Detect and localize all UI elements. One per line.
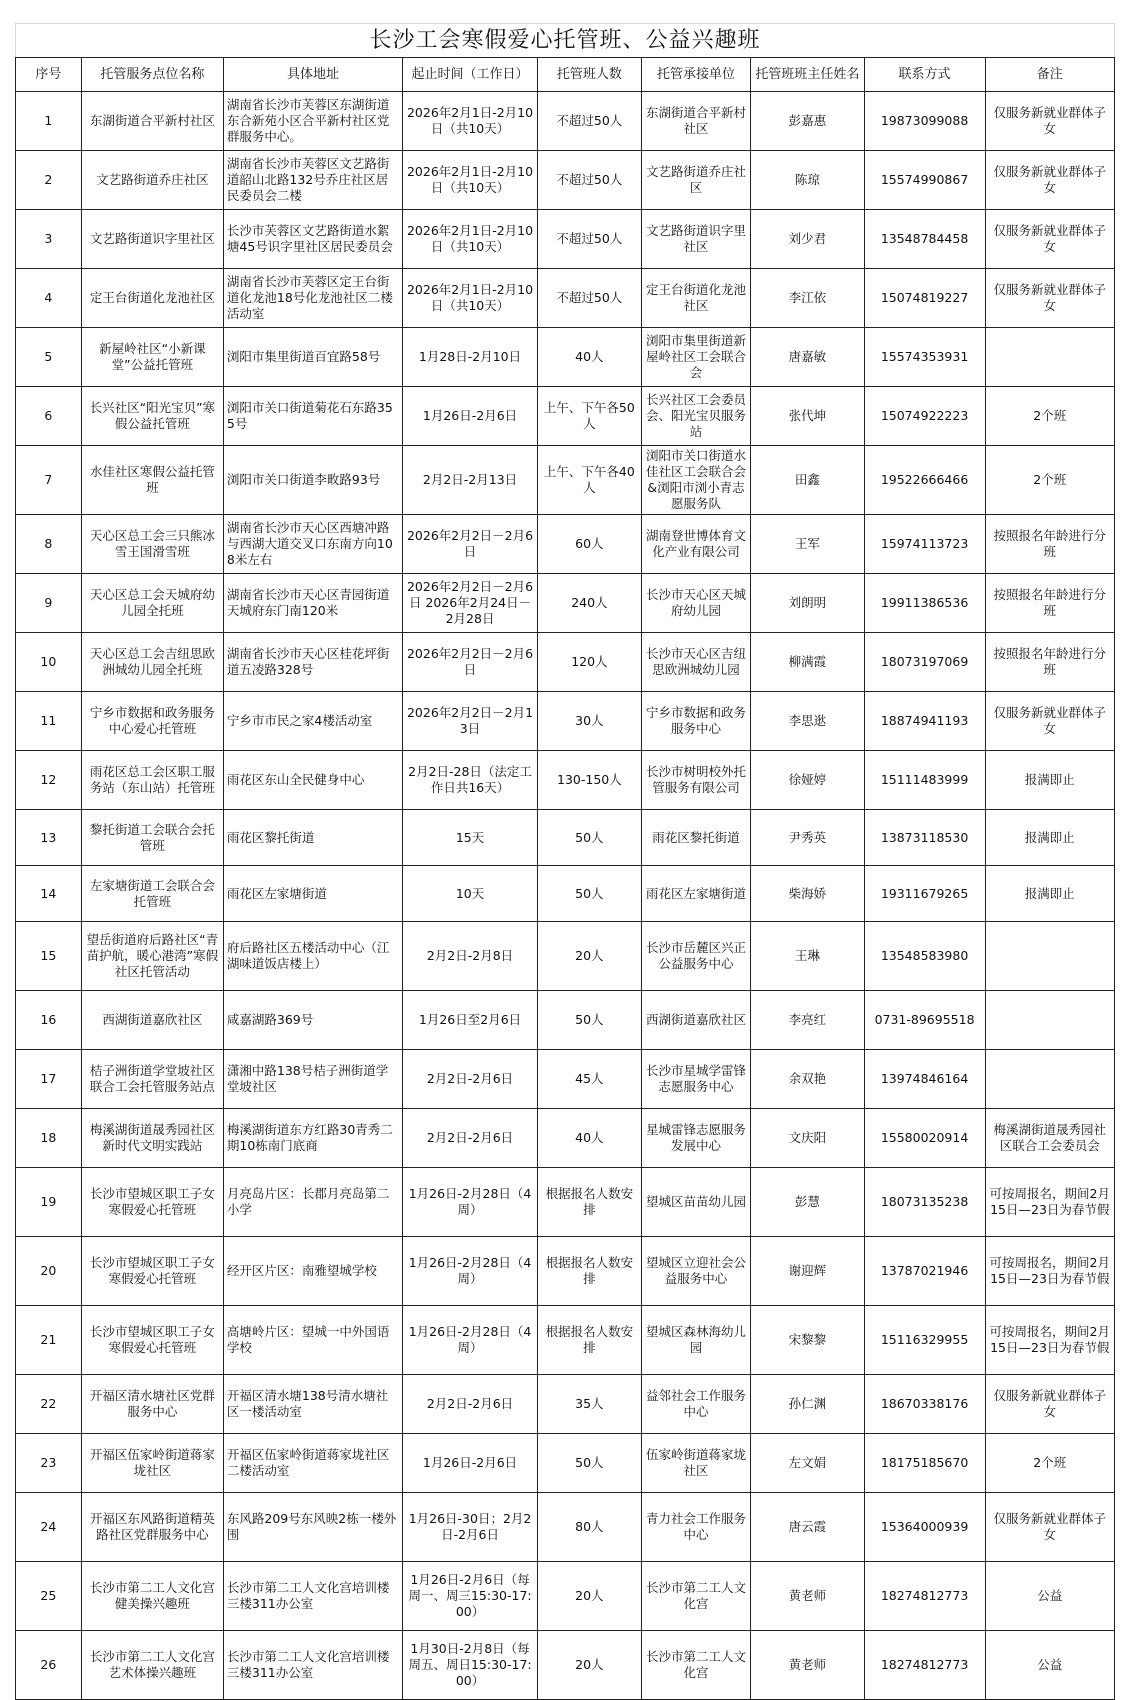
service-point-name: 开福区伍家岭街道蒋家垅社区 (81, 1434, 223, 1493)
remark: 仅服务新就业群体子女 (985, 92, 1114, 151)
host-organization: 东湖街道合平新村社区 (641, 92, 750, 151)
table-row (16, 387, 1115, 446)
host-organization: 宁乡市数据和政务服务中心 (641, 692, 750, 751)
teacher-name: 李江依 (751, 269, 865, 328)
service-point-name: 开福区清水塘社区党群服务中心 (81, 1375, 223, 1434)
table-row (16, 151, 1115, 210)
contact-phone: 19873099088 (864, 92, 985, 151)
capacity: 20人 (537, 922, 641, 991)
row-number: 11 (16, 692, 82, 751)
contact-phone: 18874941193 (864, 692, 985, 751)
remark: 报满即止 (985, 751, 1114, 810)
service-point-name: 左家塘街道工会联合会托管班 (81, 866, 223, 922)
address: 月亮岛片区：长郡月亮岛第二小学 (223, 1168, 402, 1237)
capacity: 50人 (537, 810, 641, 866)
teacher-name: 余双艳 (751, 1050, 865, 1109)
remark: 按照报名年龄进行分班 (985, 574, 1114, 633)
capacity: 上午、下午各50人 (537, 387, 641, 446)
period: 1月26日至2月6日 (403, 991, 538, 1050)
row-number: 9 (16, 574, 82, 633)
service-point-name: 宁乡市数据和政务服务中心爱心托管班 (81, 692, 223, 751)
service-point-name: 雨花区总工会区职工服务站（东山站）托管班 (81, 751, 223, 810)
table-row (16, 810, 1115, 866)
remark: 可按周报名，期间2月15日—23日为春节假 (985, 1237, 1114, 1306)
period: 1月26日-2月28日（4周） (403, 1168, 538, 1237)
document-sheet (15, 23, 1115, 1700)
capacity: 45人 (537, 1050, 641, 1109)
table-row (16, 751, 1115, 810)
period: 1月28日-2月10日 (403, 328, 538, 387)
period: 2026年2月1日-2月10日（共10天） (403, 151, 538, 210)
period: 10天 (403, 866, 538, 922)
host-organization: 文艺路街道乔庄社区 (641, 151, 750, 210)
table-row (16, 574, 1115, 633)
host-organization: 长沙市岳麓区兴正公益服务中心 (641, 922, 750, 991)
teacher-name: 王琳 (751, 922, 865, 991)
header-cell: 具体地址 (223, 58, 402, 92)
row-number: 22 (16, 1375, 82, 1434)
teacher-name: 左文娟 (751, 1434, 865, 1493)
address: 湖南省长沙市芙蓉区文艺路街道韶山北路132号乔庄社区居民委员会二楼 (223, 151, 402, 210)
period: 2月2日-2月6日 (403, 1109, 538, 1168)
period: 2026年2月1日-2月10日（共10天） (403, 269, 538, 328)
address: 湖南省长沙市天心区桂花坪街道五凌路328号 (223, 633, 402, 692)
table-row (16, 1434, 1115, 1493)
table-row (16, 1375, 1115, 1434)
address: 高塘岭片区：望城一中外国语学校 (223, 1306, 402, 1375)
host-organization: 浏阳市集里街道新屋岭社区工会联合会 (641, 328, 750, 387)
service-point-name: 天心区总工会天城府幼儿园全托班 (81, 574, 223, 633)
host-organization: 长沙市第二工人文化宫 (641, 1631, 750, 1700)
capacity: 不超过50人 (537, 210, 641, 269)
service-point-name: 梅溪湖街道晟秀园社区新时代文明实践站 (81, 1109, 223, 1168)
capacity: 不超过50人 (537, 269, 641, 328)
remark: 梅溪湖街道晟秀园社区联合工会委员会 (985, 1109, 1114, 1168)
row-number: 6 (16, 387, 82, 446)
row-number: 8 (16, 515, 82, 574)
table-row (16, 269, 1115, 328)
address: 湖南省长沙市芙蓉区定王台街道化龙池18号化龙池社区二楼活动室 (223, 269, 402, 328)
remark: 公益 (985, 1631, 1114, 1700)
host-organization: 望城区森林海幼儿园 (641, 1306, 750, 1375)
row-number: 26 (16, 1631, 82, 1700)
teacher-name: 王军 (751, 515, 865, 574)
period: 2月2日-28日（法定工作日共16天） (403, 751, 538, 810)
contact-phone: 18073197069 (864, 633, 985, 692)
remark: 仅服务新就业群体子女 (985, 1493, 1114, 1562)
contact-phone: 15574353931 (864, 328, 985, 387)
table-row (16, 1109, 1115, 1168)
row-number: 14 (16, 866, 82, 922)
address: 开福区清水塘138号清水塘社区一楼活动室 (223, 1375, 402, 1434)
contact-phone: 15974113723 (864, 515, 985, 574)
contact-phone: 13548784458 (864, 210, 985, 269)
header-cell: 起止时间（工作日） (403, 58, 538, 92)
address: 雨花区东山全民健身中心 (223, 751, 402, 810)
remark (985, 922, 1114, 991)
period: 1月26日-30日；2月2日-2月6日 (403, 1493, 538, 1562)
row-number: 17 (16, 1050, 82, 1109)
row-number: 23 (16, 1434, 82, 1493)
period: 2月2日-2月13日 (403, 446, 538, 515)
service-point-name: 黎托街道工会联合会托管班 (81, 810, 223, 866)
contact-phone: 0731-89695518 (864, 991, 985, 1050)
remark (985, 991, 1114, 1050)
table-row (16, 328, 1115, 387)
period: 2月2日-2月6日 (403, 1050, 538, 1109)
table-row (16, 1631, 1115, 1700)
capacity: 20人 (537, 1562, 641, 1631)
address: 经开区片区：南雅望城学校 (223, 1237, 402, 1306)
service-point-name: 长沙市望城区职工子女寒假爱心托管班 (81, 1237, 223, 1306)
host-organization: 定王台街道化龙池社区 (641, 269, 750, 328)
remark: 仅服务新就业群体子女 (985, 151, 1114, 210)
capacity: 80人 (537, 1493, 641, 1562)
teacher-name: 彭嘉惠 (751, 92, 865, 151)
service-point-name: 文艺路街道乔庄社区 (81, 151, 223, 210)
host-organization: 青力社会工作服务中心 (641, 1493, 750, 1562)
capacity: 根据报名人数安排 (537, 1168, 641, 1237)
service-point-name: 天心区总工会吉纽思欧洲城幼儿园全托班 (81, 633, 223, 692)
remark: 按照报名年龄进行分班 (985, 633, 1114, 692)
address: 湖南省长沙市天心区西塘冲路与西湖大道交叉口东南方向108米左右 (223, 515, 402, 574)
row-number: 7 (16, 446, 82, 515)
period: 2026年2月2日－2月6日 (403, 515, 538, 574)
contact-phone: 18274812773 (864, 1562, 985, 1631)
capacity: 根据报名人数安排 (537, 1306, 641, 1375)
table-row (16, 1306, 1115, 1375)
service-point-name: 开福区东风路街道精英路社区党群服务中心 (81, 1493, 223, 1562)
capacity: 40人 (537, 328, 641, 387)
address: 梅溪湖街道东方红路30青秀二期10栋南门底商 (223, 1109, 402, 1168)
period: 1月30日-2月8日（每周五、周日15:30-17:00） (403, 1631, 538, 1700)
capacity: 30人 (537, 692, 641, 751)
row-number: 1 (16, 92, 82, 151)
service-point-name: 长沙市望城区职工子女寒假爱心托管班 (81, 1168, 223, 1237)
row-number: 18 (16, 1109, 82, 1168)
table-row (16, 1050, 1115, 1109)
service-point-name: 长沙市第二工人文化宫健美操兴趣班 (81, 1562, 223, 1631)
period: 1月26日-2月6日 (403, 1434, 538, 1493)
address: 雨花区左家塘街道 (223, 866, 402, 922)
capacity: 50人 (537, 1434, 641, 1493)
address: 雨花区黎托街道 (223, 810, 402, 866)
period: 2026年2月1日-2月10日（共10天） (403, 210, 538, 269)
address: 湖南省长沙市天心区青园街道天城府东门南120米 (223, 574, 402, 633)
service-point-name: 天心区总工会三只熊冰雪王国滑雪班 (81, 515, 223, 574)
service-point-name: 长沙市第二工人文化宫艺术体操兴趣班 (81, 1631, 223, 1700)
capacity: 20人 (537, 1631, 641, 1700)
remark: 仅服务新就业群体子女 (985, 269, 1114, 328)
period: 2026年2月2日－2月13日 (403, 692, 538, 751)
host-organization: 长沙市第二工人文化宫 (641, 1562, 750, 1631)
capacity: 35人 (537, 1375, 641, 1434)
teacher-name: 宋黎黎 (751, 1306, 865, 1375)
row-number: 13 (16, 810, 82, 866)
period: 1月26日-2月6日 (403, 387, 538, 446)
contact-phone: 15580020914 (864, 1109, 985, 1168)
address: 浏阳市关口街道菊花石东路355号 (223, 387, 402, 446)
contact-phone: 15074819227 (864, 269, 985, 328)
teacher-name: 刘少君 (751, 210, 865, 269)
contact-phone: 18073135238 (864, 1168, 985, 1237)
header-row (16, 58, 1115, 92)
header-cell: 托管服务点位名称 (81, 58, 223, 92)
remark: 报满即止 (985, 810, 1114, 866)
remark: 2个班 (985, 387, 1114, 446)
page-title: 长沙工会寒假爱心托管班、公益兴趣班 (15, 23, 1115, 57)
service-point-name: 长兴社区“阳光宝贝”寒假公益托管班 (81, 387, 223, 446)
childcare-table (15, 57, 1115, 1700)
row-number: 10 (16, 633, 82, 692)
teacher-name: 田鑫 (751, 446, 865, 515)
contact-phone: 13873118530 (864, 810, 985, 866)
row-number: 24 (16, 1493, 82, 1562)
teacher-name: 孙仁渊 (751, 1375, 865, 1434)
capacity: 不超过50人 (537, 92, 641, 151)
header-cell: 托管班人数 (537, 58, 641, 92)
contact-phone: 15111483999 (864, 751, 985, 810)
teacher-name: 尹秀英 (751, 810, 865, 866)
header-cell: 序号 (16, 58, 82, 92)
address: 长沙市第二工人文化宫培训楼三楼311办公室 (223, 1631, 402, 1700)
address: 府后路社区五楼活动中心（江湖味道饭店楼上） (223, 922, 402, 991)
teacher-name: 徐娅婷 (751, 751, 865, 810)
capacity: 50人 (537, 991, 641, 1050)
row-number: 19 (16, 1168, 82, 1237)
teacher-name: 黄老师 (751, 1631, 865, 1700)
row-number: 25 (16, 1562, 82, 1631)
host-organization: 益邻社会工作服务中心 (641, 1375, 750, 1434)
row-number: 15 (16, 922, 82, 991)
host-organization: 雨花区黎托街道 (641, 810, 750, 866)
teacher-name: 李思逖 (751, 692, 865, 751)
row-number: 5 (16, 328, 82, 387)
address: 长沙市第二工人文化宫培训楼三楼311办公室 (223, 1562, 402, 1631)
contact-phone: 13548583980 (864, 922, 985, 991)
period: 2026年2月2日－2月6日 (403, 633, 538, 692)
host-organization: 湖南登世博体育文化产业有限公司 (641, 515, 750, 574)
header-cell: 联系方式 (864, 58, 985, 92)
capacity: 根据报名人数安排 (537, 1237, 641, 1306)
capacity: 40人 (537, 1109, 641, 1168)
remark: 按照报名年龄进行分班 (985, 515, 1114, 574)
teacher-name: 黄老师 (751, 1562, 865, 1631)
table-row (16, 1237, 1115, 1306)
host-organization: 望城区苗苗幼儿园 (641, 1168, 750, 1237)
header-cell: 备注 (985, 58, 1114, 92)
period: 2月2日-2月8日 (403, 922, 538, 991)
contact-phone: 15074922223 (864, 387, 985, 446)
teacher-name: 张代坤 (751, 387, 865, 446)
period: 1月26日-2月6日（每周一、周三15:30-17:00） (403, 1562, 538, 1631)
contact-phone: 15116329955 (864, 1306, 985, 1375)
host-organization: 伍家岭街道蒋家垅社区 (641, 1434, 750, 1493)
address: 湖南省长沙市芙蓉区东湖街道东合新苑小区合平新村社区党群服务中心。 (223, 92, 402, 151)
address: 潇湘中路138号桔子洲街道学堂坡社区 (223, 1050, 402, 1109)
remark: 2个班 (985, 446, 1114, 515)
contact-phone: 18670338176 (864, 1375, 985, 1434)
row-number: 4 (16, 269, 82, 328)
service-point-name: 望岳街道府后路社区“青苗护航，暖心港湾”寒假社区托管活动 (81, 922, 223, 991)
service-point-name: 桔子洲街道学堂坡社区联合工会托管服务站点 (81, 1050, 223, 1109)
row-number: 12 (16, 751, 82, 810)
capacity: 130-150人 (537, 751, 641, 810)
address: 长沙市芙蓉区文艺路街道水絮塘45号识字里社区居民委员会 (223, 210, 402, 269)
contact-phone: 15574990867 (864, 151, 985, 210)
address: 浏阳市关口街道李畋路93号 (223, 446, 402, 515)
header-cell: 托管班班主任姓名 (751, 58, 865, 92)
capacity: 240人 (537, 574, 641, 633)
row-number: 20 (16, 1237, 82, 1306)
contact-phone: 18175185670 (864, 1434, 985, 1493)
host-organization: 长沙市天心区天城府幼儿园 (641, 574, 750, 633)
capacity: 不超过50人 (537, 151, 641, 210)
period: 2026年2月1日-2月10日（共10天） (403, 92, 538, 151)
row-number: 21 (16, 1306, 82, 1375)
host-organization: 浏阳市关口街道水佳社区工会联合会&浏阳市浏小青志愿服务队 (641, 446, 750, 515)
teacher-name: 文庆阳 (751, 1109, 865, 1168)
table-row (16, 1562, 1115, 1631)
capacity: 上午、下午各40人 (537, 446, 641, 515)
teacher-name: 彭慧 (751, 1168, 865, 1237)
host-organization: 长沙市树明校外托管服务有限公司 (641, 751, 750, 810)
table-row (16, 210, 1115, 269)
remark: 报满即止 (985, 866, 1114, 922)
service-point-name: 文艺路街道识字里社区 (81, 210, 223, 269)
table-row (16, 692, 1115, 751)
host-organization: 长沙市星城学雷锋志愿服务中心 (641, 1050, 750, 1109)
table-row (16, 515, 1115, 574)
address: 东风路209号东风映2栋一楼外围 (223, 1493, 402, 1562)
row-number: 3 (16, 210, 82, 269)
service-point-name: 定王台街道化龙池社区 (81, 269, 223, 328)
row-number: 16 (16, 991, 82, 1050)
contact-phone: 19522666466 (864, 446, 985, 515)
table-row (16, 633, 1115, 692)
capacity: 120人 (537, 633, 641, 692)
table-row (16, 1168, 1115, 1237)
host-organization: 文艺路街道识字里社区 (641, 210, 750, 269)
service-point-name: 东湖街道合平新村社区 (81, 92, 223, 151)
contact-phone: 13974846164 (864, 1050, 985, 1109)
table-row (16, 446, 1115, 515)
remark: 仅服务新就业群体子女 (985, 692, 1114, 751)
teacher-name: 陈琼 (751, 151, 865, 210)
address: 开福区伍家岭街道蒋家垅社区二楼活动室 (223, 1434, 402, 1493)
contact-phone: 19911386536 (864, 574, 985, 633)
row-number: 2 (16, 151, 82, 210)
contact-phone: 15364000939 (864, 1493, 985, 1562)
capacity: 50人 (537, 866, 641, 922)
teacher-name: 李亮红 (751, 991, 865, 1050)
remark (985, 328, 1114, 387)
service-point-name: 新屋岭社区“小新课堂”公益托管班 (81, 328, 223, 387)
address: 咸嘉湖路369号 (223, 991, 402, 1050)
address: 宁乡市市民之家4楼活动室 (223, 692, 402, 751)
remark (985, 1050, 1114, 1109)
header-cell: 托管承接单位 (641, 58, 750, 92)
contact-phone: 18274812773 (864, 1631, 985, 1700)
service-point-name: 水佳社区寒假公益托管班 (81, 446, 223, 515)
period: 15天 (403, 810, 538, 866)
host-organization: 望城区立迎社会公益服务中心 (641, 1237, 750, 1306)
service-point-name: 西湖街道嘉欣社区 (81, 991, 223, 1050)
period: 2月2日-2月6日 (403, 1375, 538, 1434)
teacher-name: 唐云霞 (751, 1493, 865, 1562)
table-row (16, 991, 1115, 1050)
teacher-name: 唐嘉敏 (751, 328, 865, 387)
remark: 2个班 (985, 1434, 1114, 1493)
host-organization: 星城雷锋志愿服务发展中心 (641, 1109, 750, 1168)
table-row (16, 866, 1115, 922)
remark: 仅服务新就业群体子女 (985, 210, 1114, 269)
host-organization: 西湖街道嘉欣社区 (641, 991, 750, 1050)
remark: 公益 (985, 1562, 1114, 1631)
table-row (16, 92, 1115, 151)
host-organization: 长沙市天心区吉纽思欧洲城幼儿园 (641, 633, 750, 692)
table-row (16, 1493, 1115, 1562)
address: 浏阳市集里街道百宜路58号 (223, 328, 402, 387)
remark: 可按周报名，期间2月15日—23日为春节假 (985, 1168, 1114, 1237)
host-organization: 雨花区左家塘街道 (641, 866, 750, 922)
period: 1月26日-2月28日（4周） (403, 1306, 538, 1375)
teacher-name: 谢迎辉 (751, 1237, 865, 1306)
table-row (16, 922, 1115, 991)
host-organization: 长兴社区工会委员会、阳光宝贝服务站 (641, 387, 750, 446)
remark: 仅服务新就业群体子女 (985, 1375, 1114, 1434)
contact-phone: 13787021946 (864, 1237, 985, 1306)
service-point-name: 长沙市望城区职工子女寒假爱心托管班 (81, 1306, 223, 1375)
teacher-name: 柳满霞 (751, 633, 865, 692)
period: 2026年2月2日－2月6日 2026年2月24日－2月28日 (403, 574, 538, 633)
capacity: 60人 (537, 515, 641, 574)
remark: 可按周报名，期间2月15日—23日为春节假 (985, 1306, 1114, 1375)
teacher-name: 柴海娇 (751, 866, 865, 922)
teacher-name: 刘朗明 (751, 574, 865, 633)
period: 1月26日-2月28日（4周） (403, 1237, 538, 1306)
contact-phone: 19311679265 (864, 866, 985, 922)
